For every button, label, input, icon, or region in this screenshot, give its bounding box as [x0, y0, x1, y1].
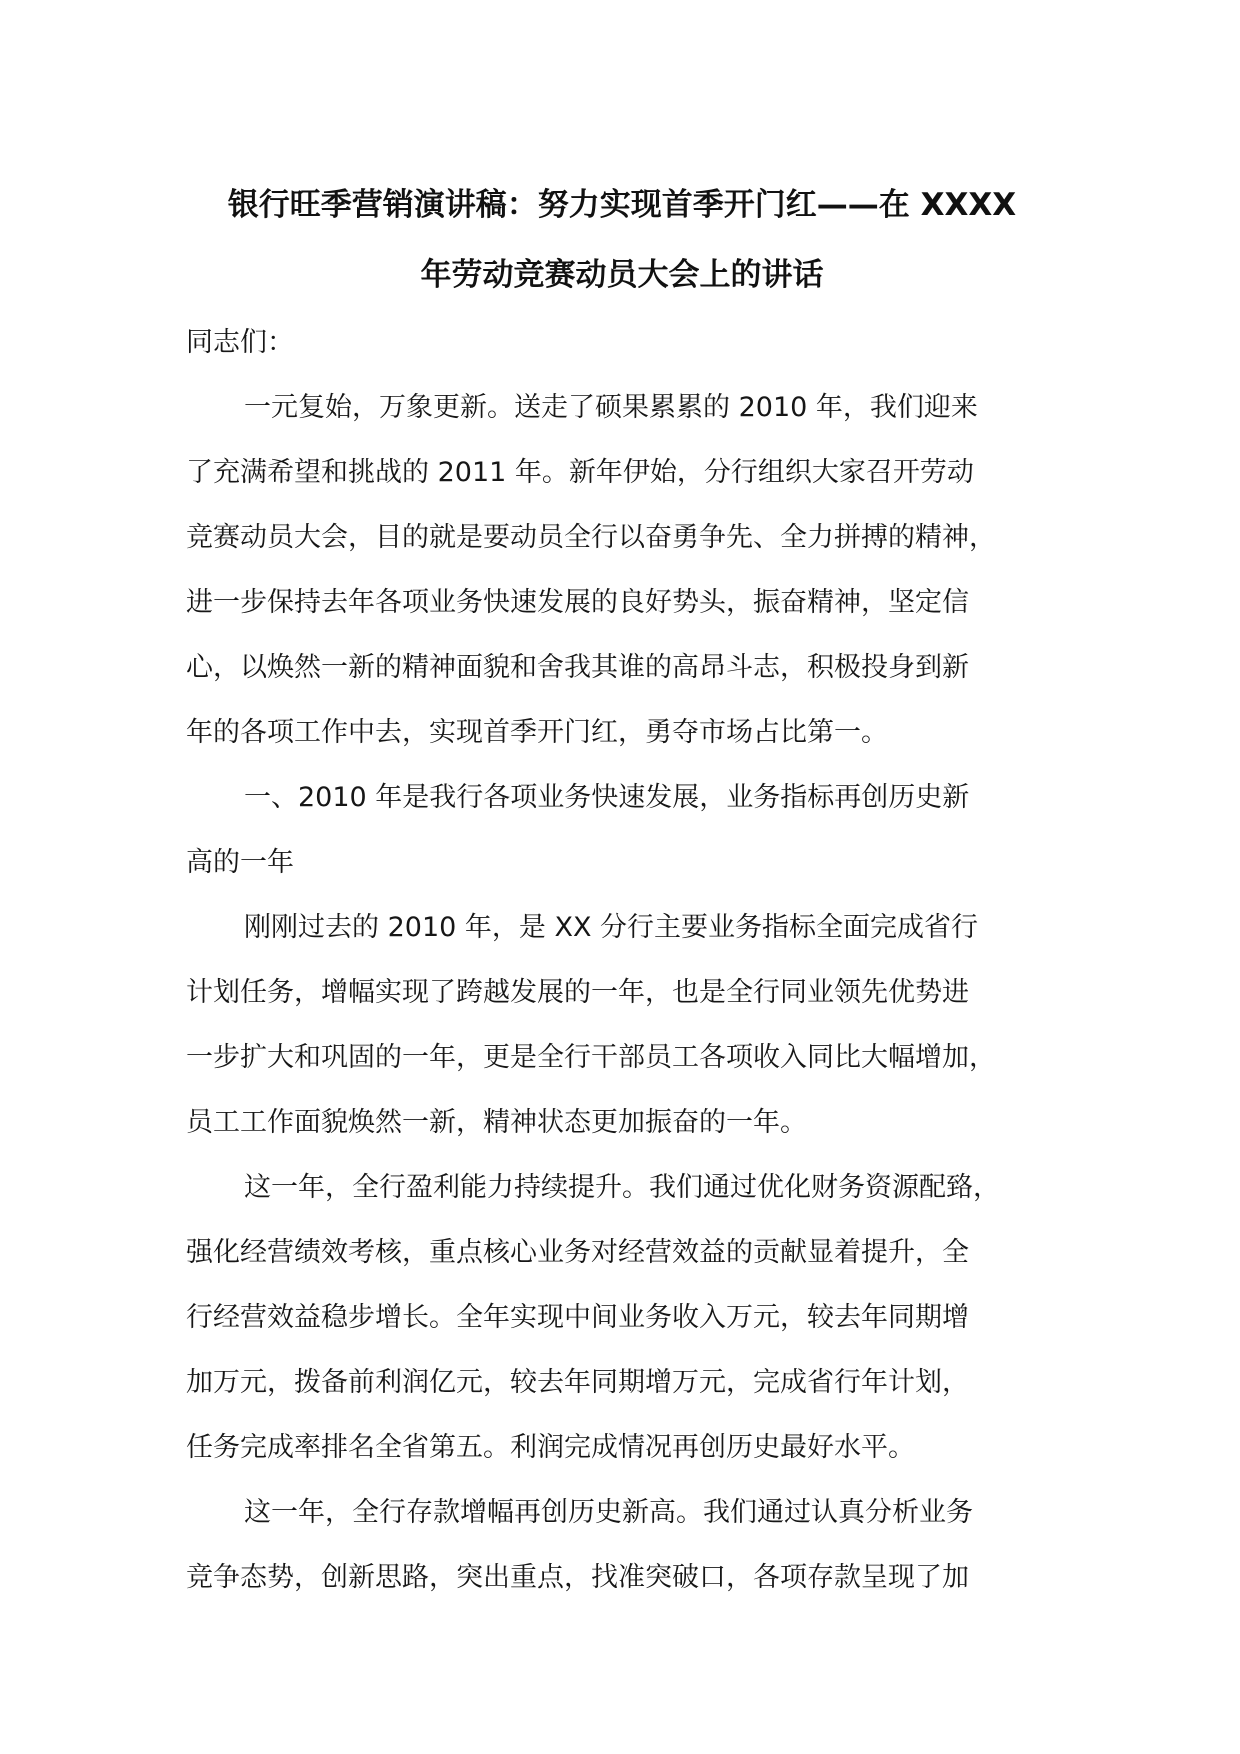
paragraph-1-line: 了充满希望和挑战的 2011 年。新年伊始，分行组织大家召开劳动 [186, 457, 974, 488]
paragraph-1-line: 年的各项工作中去，实现首季开门红，勇夺市场占比第一。 [186, 717, 888, 748]
document-body [186, 310, 1058, 1610]
paragraph-2-line: 员工工作面貌焕然一新，精神状态更加振奋的一年。 [186, 1107, 807, 1138]
title-line-2: 年劳动竞赛动员大会上的讲话 [420, 257, 824, 293]
section-heading-line: 高的一年 [186, 847, 294, 878]
paragraph-2-line: 刚刚过去的 2010 年，是 XX 分行主要业务指标全面完成省行 [244, 912, 979, 943]
paragraph-1-line: 进一步保持去年各项业务快速发展的良好势头，振奋精神，坚定信 [186, 587, 969, 618]
document-title [186, 170, 1058, 310]
paragraph-1-line: 竞赛动员大会，目的就是要动员全行以奋勇争先、全力拼搏的精神， [186, 522, 996, 553]
section-heading-line: 一、2010 年是我行各项业务快速发展，业务指标再创历史新 [244, 782, 970, 813]
paragraph-4-line: 这一年，全行存款增幅再创历史新高。我们通过认真分析业务 [244, 1497, 973, 1528]
paragraph-3-line: 任务完成率排名全省第五。利润完成情况再创历史最好水平。 [186, 1432, 915, 1463]
paragraph-4-line: 竞争态势，创新思路，突出重点，找准突破口，各项存款呈现了加 [186, 1562, 969, 1593]
paragraph-3-line: 强化经营绩效考核，重点核心业务对经营效益的贡献显着提升，全 [186, 1237, 969, 1268]
paragraph-2-line: 一步扩大和巩固的一年，更是全行干部员工各项收入同比大幅增加， [186, 1042, 996, 1073]
paragraph-3-line: 这一年，全行盈利能力持续提升。我们通过优化财务资源配臵， [244, 1172, 1000, 1203]
salutation: 同志们： [186, 327, 294, 358]
paragraph-2-line: 计划任务，增幅实现了跨越发展的一年，也是全行同业领先优势进 [186, 977, 969, 1008]
paragraph-3-line: 加万元，拨备前利润亿元，较去年同期增万元，完成省行年计划， [186, 1367, 969, 1398]
title-line-1: 银行旺季营销演讲稿：努力实现首季开门红——在 XXXX [227, 187, 1017, 223]
paragraph-1-line: 心，以焕然一新的精神面貌和舍我其谁的高昂斗志，积极投身到新 [186, 652, 969, 683]
paragraph-3-line: 行经营效益稳步增长。全年实现中间业务收入万元，较去年同期增 [186, 1302, 969, 1333]
paragraph-1-line: 一元复始，万象更新。送走了硕果累累的 2010 年，我们迎来 [244, 392, 978, 423]
